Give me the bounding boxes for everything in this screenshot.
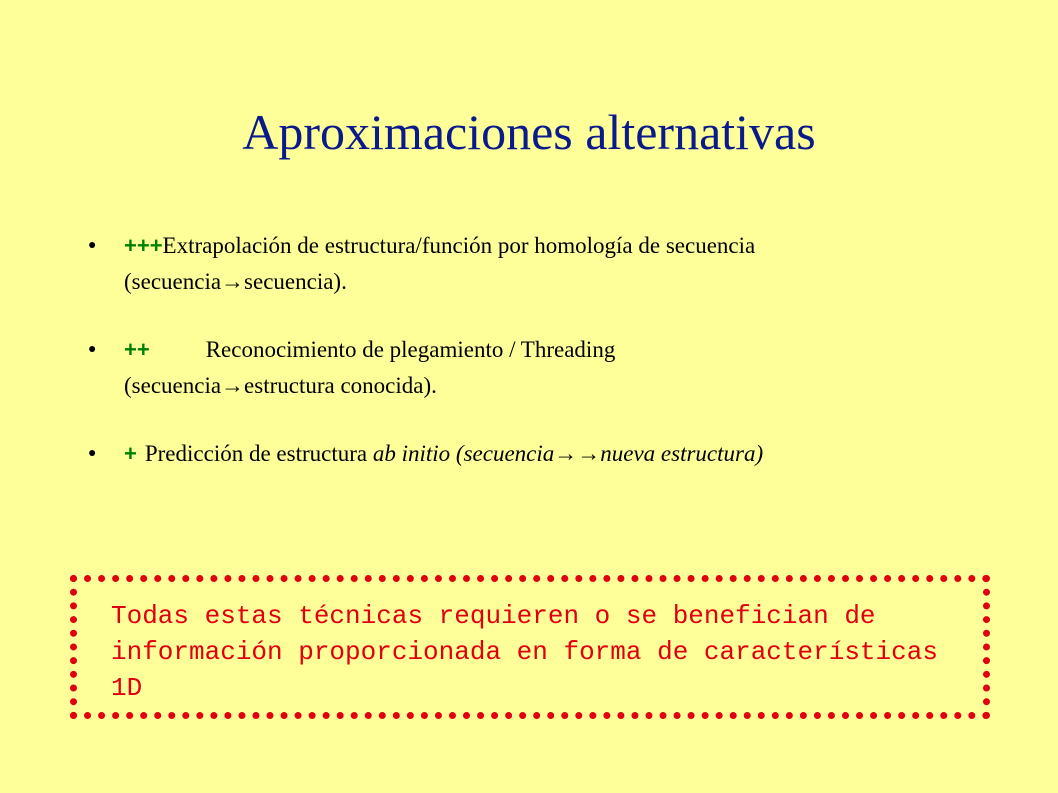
bullet-item-ab-initio — [88, 436, 988, 472]
bullet-text-italic: ab initio (secuencia→→nueva estructura) — [372, 441, 764, 466]
bullet-text: Reconocimiento de plegamiento / Threading — [205, 337, 616, 362]
bullet-item-threading — [88, 332, 988, 404]
bullet-item-homology — [88, 228, 988, 300]
bullet-dot-icon: ● — [88, 446, 97, 461]
bullet-text: Predicción de estructura — [144, 441, 373, 466]
note-text: Todas estas técnicas requieren o se benefician de información proporcionada en forma de características 1D — [111, 601, 938, 703]
bullet-list — [88, 228, 988, 472]
note-box — [70, 575, 990, 719]
bullet-text-continuation: (secuencia→secuencia). — [124, 269, 347, 294]
bullet-dot-icon: ● — [88, 342, 97, 357]
bullet-text: Extrapolación de estructura/función por homología de secuencia — [162, 233, 756, 258]
bullet-dot-icon: ● — [88, 238, 97, 253]
rating-marker: +++ — [124, 233, 163, 258]
rating-marker: + — [124, 441, 137, 466]
bullet-text-continuation: (secuencia→estructura conocida). — [124, 373, 437, 398]
rating-marker: ++ — [124, 337, 150, 362]
slide-title: Aproximaciones alternativas — [242, 104, 816, 160]
